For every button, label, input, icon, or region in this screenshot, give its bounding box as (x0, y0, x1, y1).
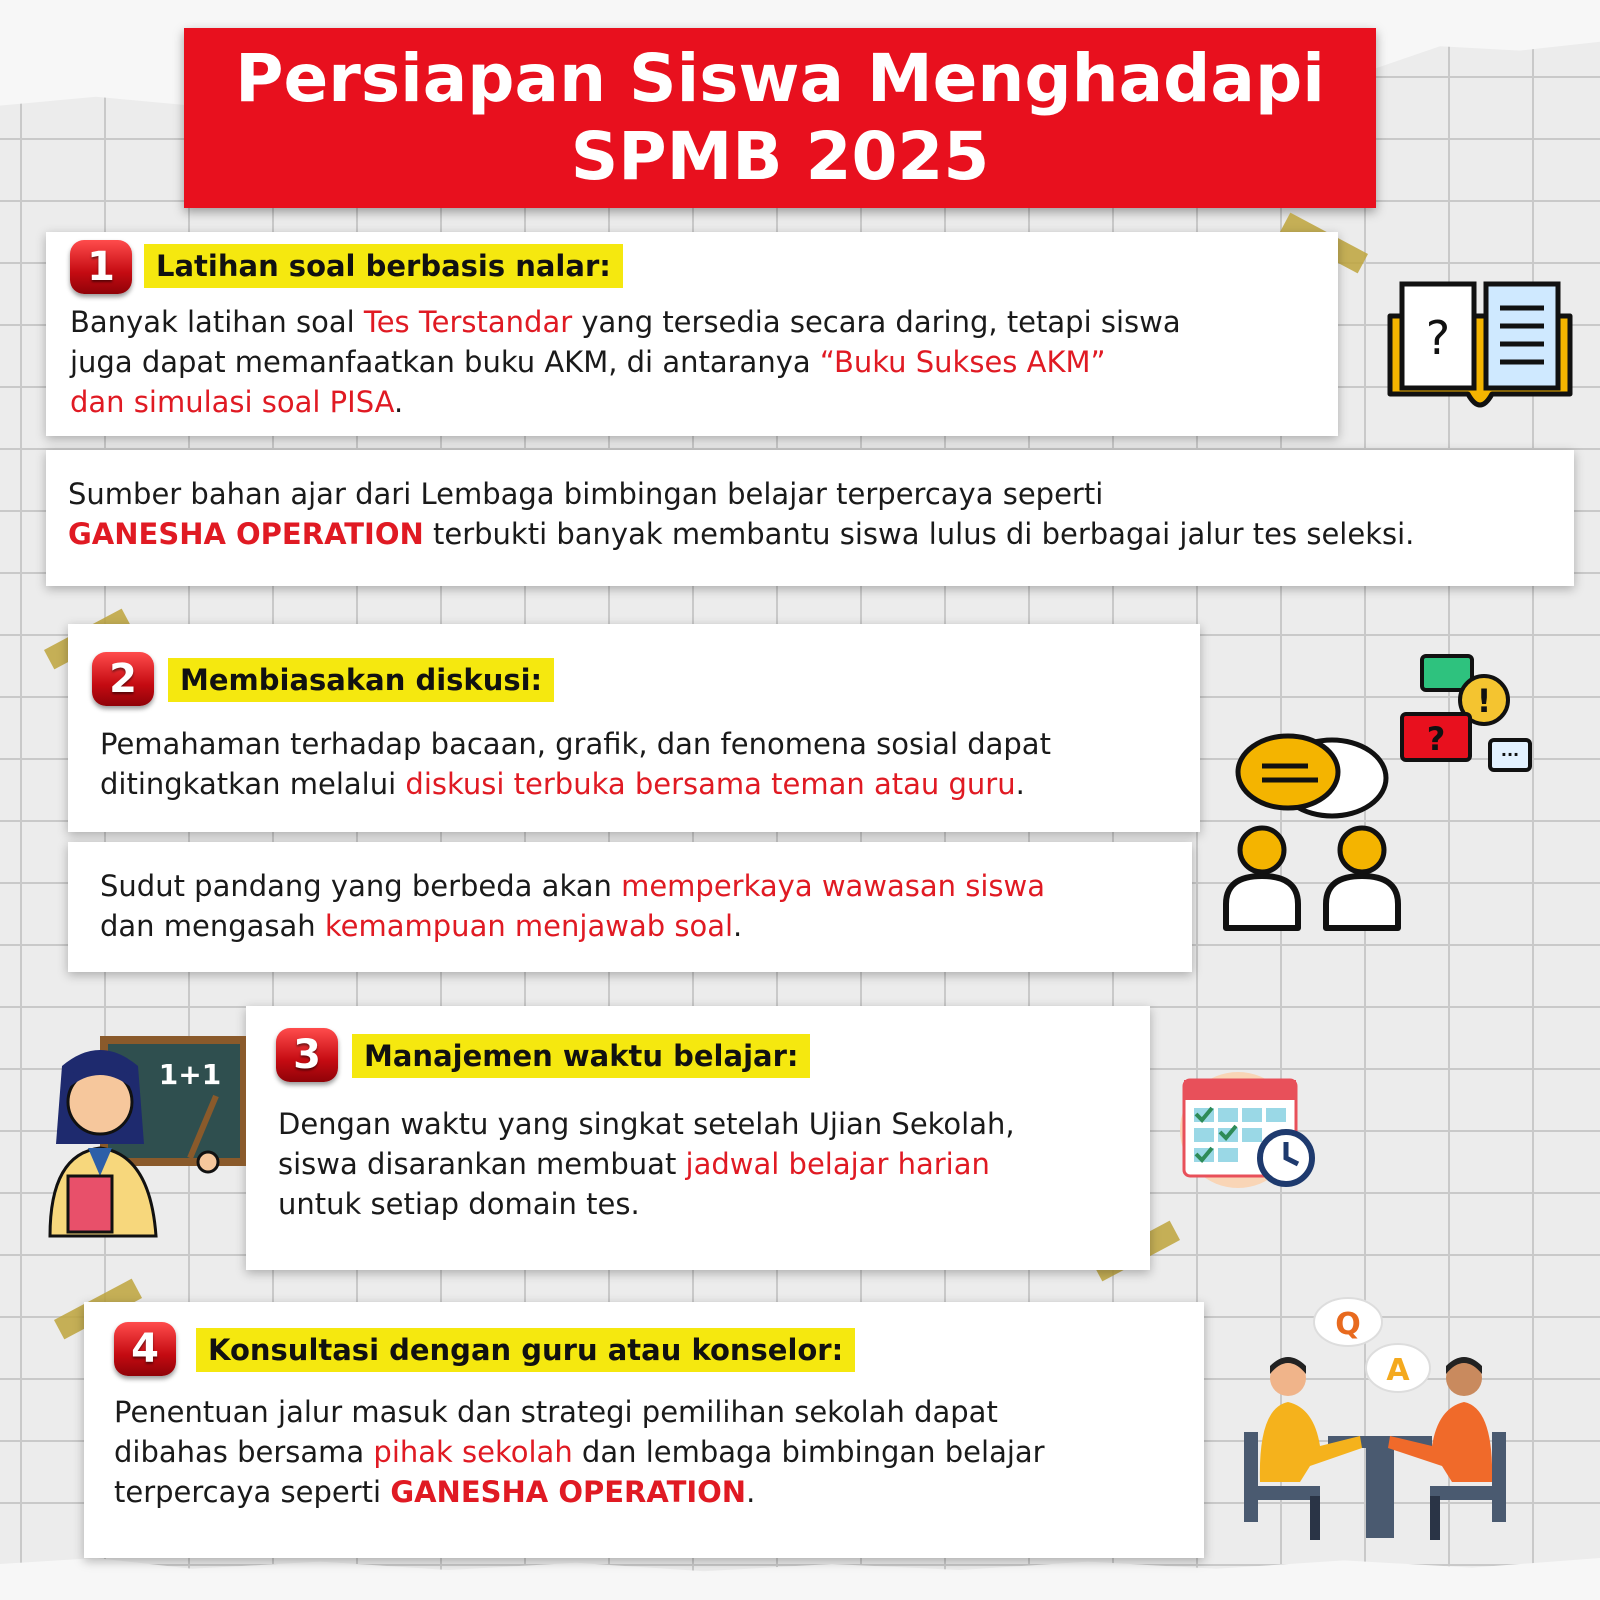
calendar-clock-icon (1178, 1068, 1318, 1188)
text-plain: dan mengasah (100, 909, 325, 943)
section-2-extra-text (100, 866, 1190, 946)
text-plain: . (394, 385, 404, 419)
text-plain: Sudut pandang yang berbeda akan (100, 869, 622, 903)
text-highlight: pihak sekolah (373, 1435, 573, 1469)
text-highlight: dan simulasi soal PISA (70, 385, 394, 419)
text-highlight: “Buku Sukses AKM” (819, 345, 1106, 379)
section-3-text (278, 1104, 1138, 1224)
text-plain: . (1015, 767, 1025, 801)
title-line-1: Persiapan Siswa Menghadapi (235, 40, 1325, 117)
text-plain: terpercaya seperti (114, 1475, 391, 1509)
text-highlight: kemampuan menjawab soal (324, 909, 734, 943)
text-highlight: diskusi terbuka bersama teman atau guru (405, 767, 1016, 801)
brand-name: GANESHA OPERATION (390, 1475, 747, 1509)
text-plain: . (746, 1475, 756, 1509)
book-question-icon (1382, 276, 1578, 422)
brand-name: GANESHA OPERATION (68, 517, 424, 551)
section-2-text (100, 724, 1190, 804)
text-highlight: memperkaya wawasan siswa (621, 869, 1046, 903)
discussion-people-icon (1222, 652, 1540, 938)
text-plain: . (733, 909, 743, 943)
section-3-heading: Manajemen waktu belajar: (352, 1034, 810, 1078)
text-plain: Sumber bahan ajar dari Lembaga bimbingan belajar terpercaya seperti (68, 477, 1104, 511)
section-4-heading: Konsultasi dengan guru atau konselor: (196, 1328, 855, 1372)
svg-text:1+1: 1+1 (158, 1058, 222, 1091)
svg-text:?: ? (1425, 311, 1451, 365)
section-4-text (114, 1392, 1194, 1512)
text-highlight: Tes Terstandar (363, 305, 573, 339)
section-2-number-badge: 2 (92, 652, 154, 706)
text-plain: Penentuan jalur masuk dan strategi pemilihan sekolah dapat (114, 1395, 998, 1429)
svg-text:A: A (1386, 1353, 1410, 1388)
text-plain: Dengan waktu yang singkat setelah Ujian Sekolah, (278, 1107, 1015, 1141)
text-plain: dan lembaga bimbingan belajar (572, 1435, 1045, 1469)
text-plain: yang tersedia secara daring, tetapi siswa (572, 305, 1181, 339)
svg-text:?: ? (1426, 720, 1446, 758)
consultation-meeting-icon (1240, 1296, 1510, 1546)
text-plain: untuk setiap domain tes. (278, 1187, 640, 1221)
svg-text:Q: Q (1335, 1307, 1361, 1342)
section-1-heading: Latihan soal berbasis nalar: (144, 244, 623, 288)
section-4-number-badge: 4 (114, 1322, 176, 1376)
text-plain: juga dapat memanfaatkan buku AKM, di antaranya (70, 345, 820, 379)
title-line-2: SPMB 2025 (570, 118, 990, 195)
section-1-extra-text (68, 474, 1568, 554)
text-highlight: jadwal belajar harian (685, 1147, 990, 1181)
section-1-number-badge: 1 (70, 240, 132, 294)
text-plain: ditingkatkan melalui (100, 767, 406, 801)
section-1-text (70, 302, 1330, 422)
text-plain: terbukti banyak membantu siswa lulus di berbagai jalur tes seleksi. (423, 517, 1415, 551)
section-2-heading: Membiasakan diskusi: (168, 658, 554, 702)
title-banner (184, 28, 1376, 208)
text-plain: dibahas bersama (114, 1435, 374, 1469)
svg-text:···: ··· (1500, 745, 1520, 764)
svg-text:!: ! (1476, 682, 1492, 720)
text-plain: siswa disarankan membuat (278, 1147, 686, 1181)
teacher-chalkboard-icon (40, 1036, 246, 1248)
text-plain: Pemahaman terhadap bacaan, grafik, dan fenomena sosial dapat (100, 727, 1051, 761)
text-plain: Banyak latihan soal (70, 305, 364, 339)
section-3-number-badge: 3 (276, 1028, 338, 1082)
